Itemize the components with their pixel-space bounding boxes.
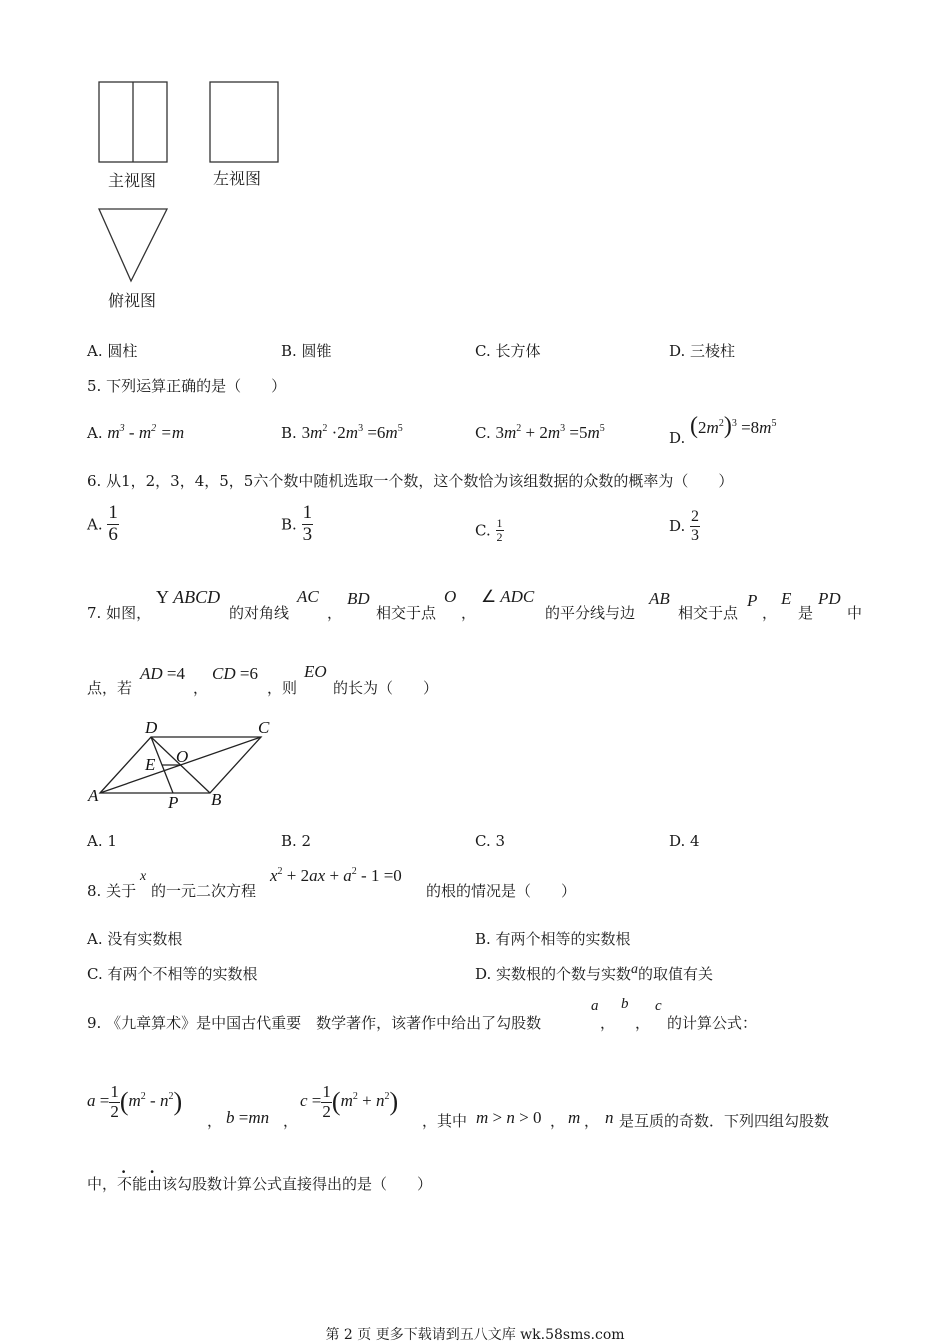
q7-text-bisector: 的平分线与边	[545, 604, 636, 622]
q9-n: n	[605, 1108, 614, 1127]
q7-ad-eq: AD =4	[140, 664, 186, 683]
q7-option-a: A. 1	[87, 832, 117, 850]
q5-stem: 5. 下列运算正确的是（ ）	[87, 377, 287, 395]
q4-option-c: C. 长方体	[475, 342, 541, 360]
q7-text-mid: 中	[847, 604, 863, 622]
q8-option-d-start: D. 实数根的个数与实数	[475, 965, 632, 983]
q7-option-d: D. 4	[669, 832, 700, 850]
q9-c: c	[655, 998, 662, 1014]
q8-option-c: C. 有两个不相等的实数根	[87, 965, 258, 983]
page-footer: 第 2 页 更多下载请到五八文库 wk.58sms.com	[325, 1327, 625, 1343]
q7-text-intersect-2: 相交于点	[678, 604, 739, 622]
q5-option-a	[87, 423, 184, 443]
q7-option-c: C. 3	[475, 832, 506, 850]
q9-formula-b: b =mn	[226, 1108, 270, 1127]
q8-option-b: B. 有两个相等的实数根	[475, 930, 631, 948]
label-d: D	[145, 718, 158, 737]
q5-option-b-letter: B.	[281, 424, 297, 442]
label-o: O	[176, 747, 189, 766]
q5-option-c-expr: $3m^2 + 2m^3 =5m^5$	[495, 423, 605, 442]
q5-option-b	[281, 423, 403, 443]
q7-text-diagonal: 的对角线	[229, 604, 290, 622]
q6-option-a-letter: A.	[87, 515, 103, 534]
q8-stem-mid: 的一元二次方程	[151, 882, 257, 900]
label-p: P	[168, 793, 179, 812]
q8-option-d-end: 的取值有关	[638, 965, 714, 983]
q6-stem: 6. 从1，2，3，4，5，5六个数中随机选取一个数，这个数恰为该组数据的众数的概率为（ ）	[87, 472, 734, 490]
q7-text-intersect: 相交于点	[376, 604, 437, 622]
q9-stem: 9. 《九章算术》是中国古代重要 数学著作，该著作中给出了勾股数	[87, 1014, 542, 1032]
q7-bd: BD	[347, 589, 370, 608]
q7-line2-start: 点，若	[87, 679, 133, 697]
q9-comma-2: ，	[635, 1014, 651, 1032]
q7-text-length: 的长为（ ）	[333, 679, 439, 697]
q7-stem-start: 7. 如图，	[87, 604, 152, 622]
q9-line3	[87, 1159, 433, 1194]
top-view-triangle	[99, 209, 167, 281]
q7-option-b: B. 2	[281, 832, 312, 850]
q7-pd: PD	[818, 589, 841, 608]
q7-parallelogram-figure	[85, 715, 285, 815]
q5-option-d	[669, 413, 777, 447]
front-view-label: 主视图	[108, 171, 157, 190]
q8-equation: $x^2 + 2ax + a^2 - 1 =0$	[270, 866, 402, 885]
q9-comma-5: ，	[550, 1112, 566, 1130]
q7-comma-4: ，	[193, 679, 209, 697]
q6-option-c-letter: C.	[475, 521, 491, 540]
q8-x: x	[140, 869, 147, 884]
q6-option-b-letter: B.	[281, 515, 297, 534]
q5-option-a-letter: A.	[87, 424, 103, 442]
q9-formula-a: a = $\frac{1}{2}$ $(m^2 - n^2)$	[87, 1082, 183, 1121]
q8-option-d	[475, 963, 713, 984]
label-b: B	[211, 790, 222, 809]
q9-a: a	[591, 998, 599, 1014]
q4-option-a: A. 圆柱	[87, 342, 138, 360]
q7-o: O	[444, 587, 457, 606]
q9-line3-start: 中，	[87, 1175, 118, 1193]
q6-option-c-frac: $\frac{1}{2}$	[496, 516, 503, 545]
q9-line3-emphasis	[117, 1159, 164, 1193]
left-view-rect	[210, 82, 278, 162]
q6-option-d-letter: D.	[669, 517, 686, 536]
q6-option-b-frac: $\frac{1}{3}$	[302, 502, 313, 545]
q9-formula-c: c = $\frac{1}{2}$ $(m^2 + n^2)$	[300, 1082, 399, 1121]
q8-option-d-a: a	[631, 962, 639, 977]
q9-comma-6: ，	[584, 1112, 600, 1130]
q7-p: P	[747, 591, 758, 610]
q9-comma-4: ，	[283, 1112, 299, 1130]
q5-option-d-expr: $(2m^2)^3 =8m^5$	[690, 413, 777, 439]
q9-line3-rest: 由该勾股数计算公式直接得出的是（ ）	[147, 1175, 433, 1193]
q9-line2-end: 是互质的奇数．下列四组勾股数	[619, 1112, 830, 1130]
label-e: E	[145, 755, 156, 774]
q6-option-b	[281, 503, 313, 546]
q4-option-b: B. 圆锥	[281, 342, 332, 360]
q9-stem-end: 的计算公式：	[667, 1014, 758, 1032]
left-view-label: 左视图	[213, 169, 262, 188]
q6-option-d	[669, 508, 700, 544]
top-view-label: 俯视图	[108, 291, 157, 310]
q6-option-d-frac: $\frac{2}{3}$	[691, 508, 700, 544]
q9-inequality: m > n > 0	[476, 1108, 542, 1127]
q5-option-c-letter: C.	[475, 424, 491, 442]
q6-option-a	[87, 503, 119, 546]
q5-option-d-letter: D.	[669, 429, 686, 447]
q9-b: b	[621, 996, 629, 1012]
q9-line2-mid: ，其中	[422, 1112, 468, 1130]
q7-comma-3: ，	[762, 604, 778, 622]
q7-parallelogram-abcd: Y ABCD	[156, 587, 221, 607]
q5-option-a-expr: $m^3 - m^2 =m$	[107, 423, 185, 442]
q9-line3-bu-neng: 不能	[117, 1175, 148, 1193]
q8-stem-start: 8. 关于	[87, 882, 137, 900]
q5-option-c	[475, 423, 605, 443]
q7-cd-eq: CD =6	[212, 664, 258, 683]
q9-comma-3: ，	[207, 1112, 223, 1130]
emphasis-dots: . .	[121, 1159, 164, 1177]
q7-text-is: 是	[798, 604, 814, 622]
q7-e: E	[781, 589, 792, 608]
q9-m: m	[568, 1108, 581, 1127]
q7-ab: AB	[649, 589, 670, 608]
q8-option-a: A. 没有实数根	[87, 930, 183, 948]
q6-option-a-frac: $\frac{1}{6}$	[108, 502, 118, 545]
q7-comma-2: ，	[461, 604, 477, 622]
q7-angle-adc: ∠ ADC	[481, 587, 535, 606]
q7-ac: AC	[297, 587, 319, 606]
label-c: C	[258, 718, 270, 737]
q7-text-then: ，则	[267, 679, 298, 697]
q4-option-d: D. 三棱柱	[669, 342, 736, 360]
q8-stem-end: 的根的情况是（ ）	[426, 882, 577, 900]
q7-eo: EO	[304, 662, 327, 681]
label-a: A	[88, 786, 99, 805]
q5-option-b-expr: $3m^2 \cdot 2m^3 =6m^5$	[301, 423, 403, 442]
q9-comma-1: ，	[600, 1014, 616, 1032]
q6-option-c	[475, 517, 504, 544]
q7-comma-1: ，	[327, 604, 343, 622]
